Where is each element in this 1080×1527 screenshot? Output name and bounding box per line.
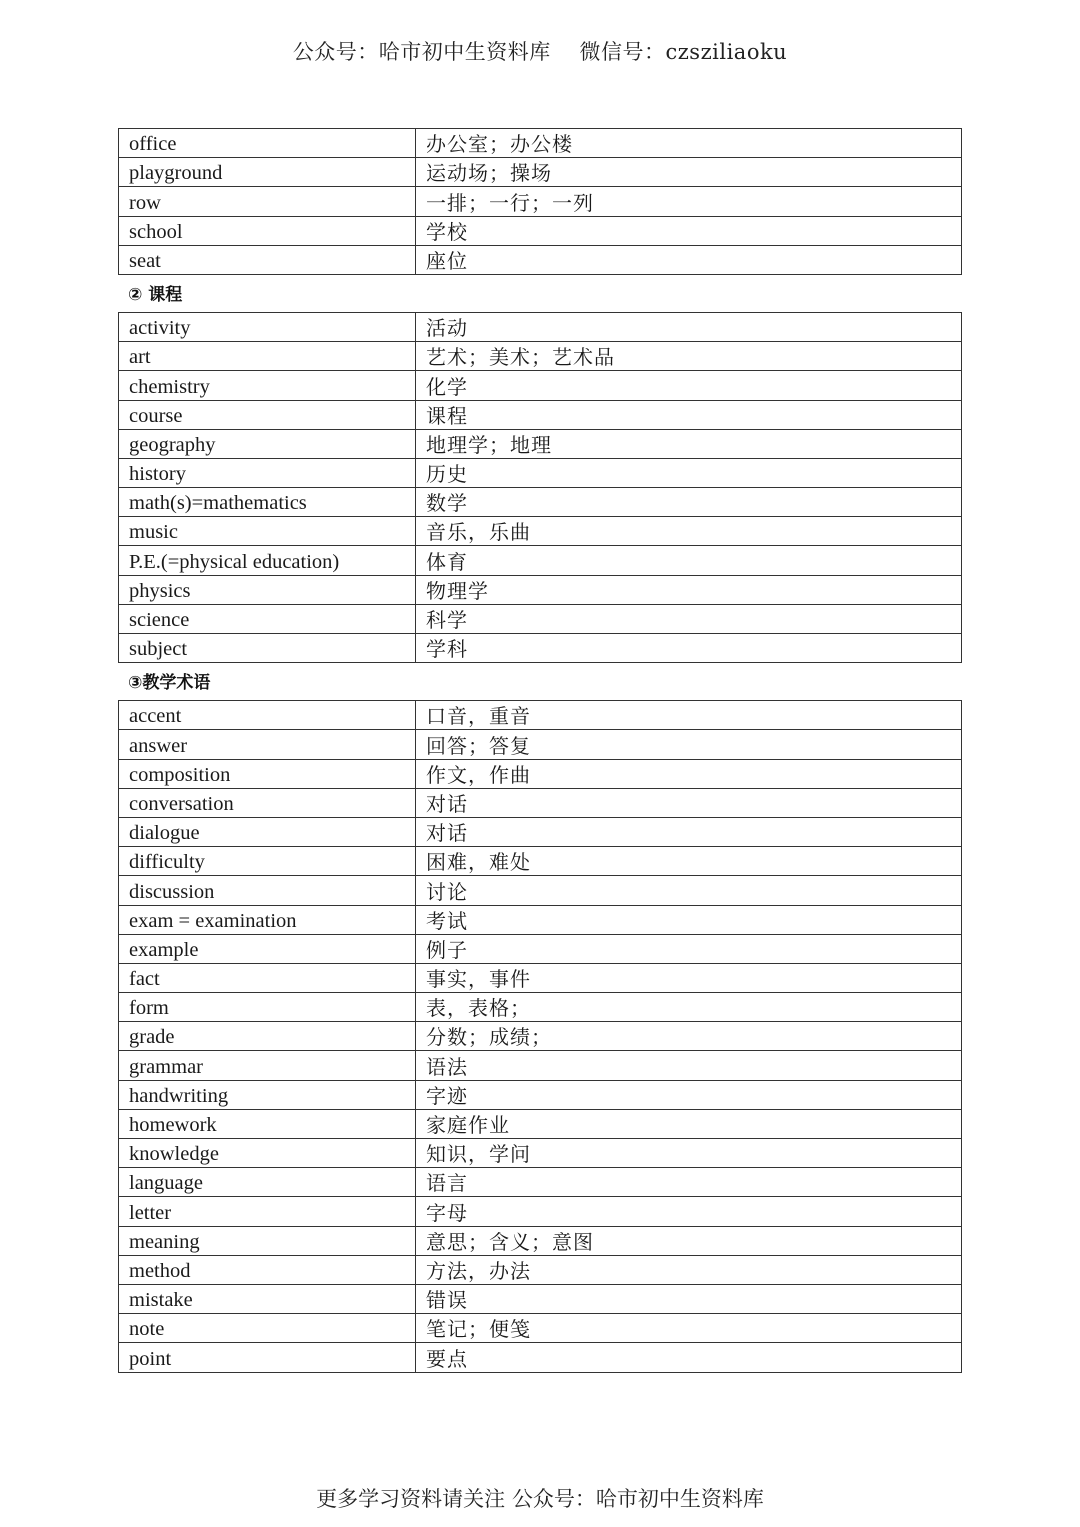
table-row	[119, 876, 962, 905]
vocabulary-table	[118, 312, 962, 663]
chinese-meaning: 错误	[416, 1284, 962, 1313]
table-row	[119, 1197, 962, 1226]
english-word: activity	[119, 312, 416, 341]
table-row	[119, 730, 962, 759]
english-word: history	[119, 458, 416, 487]
section-heading: ③教学术语	[128, 673, 211, 694]
chinese-meaning: 一排；一行；一列	[416, 187, 962, 216]
english-word: office	[119, 129, 416, 158]
english-word: art	[119, 342, 416, 371]
english-word: knowledge	[119, 1139, 416, 1168]
chinese-meaning: 活动	[416, 312, 962, 341]
table-row	[119, 993, 962, 1022]
table-row	[119, 216, 962, 245]
section-heading: ② 课程	[128, 284, 183, 305]
chinese-meaning: 化学	[416, 371, 962, 400]
english-word: exam = examination	[119, 905, 416, 934]
english-word: example	[119, 934, 416, 963]
table-row	[119, 701, 962, 730]
english-word: dialogue	[119, 817, 416, 846]
page-header: 公众号：哈市初中生资料库 微信号：czsziliaoku	[292, 40, 788, 64]
table-row	[119, 634, 962, 663]
table-row	[119, 429, 962, 458]
english-word: discussion	[119, 876, 416, 905]
english-word: grade	[119, 1022, 416, 1051]
chinese-meaning: 作文，作曲	[416, 759, 962, 788]
table-row	[119, 905, 962, 934]
chinese-meaning: 地理学；地理	[416, 429, 962, 458]
table-row	[119, 342, 962, 371]
table-row	[119, 458, 962, 487]
english-word: note	[119, 1314, 416, 1343]
english-word: row	[119, 187, 416, 216]
table-row	[119, 1343, 962, 1372]
english-word: science	[119, 604, 416, 633]
table-row	[119, 1051, 962, 1080]
table-row	[119, 158, 962, 187]
english-word: playground	[119, 158, 416, 187]
english-word: school	[119, 216, 416, 245]
english-word: chemistry	[119, 371, 416, 400]
chinese-meaning: 讨论	[416, 876, 962, 905]
english-word: homework	[119, 1109, 416, 1138]
chinese-meaning: 字母	[416, 1197, 962, 1226]
table-row	[119, 934, 962, 963]
chinese-meaning: 方法，办法	[416, 1255, 962, 1284]
chinese-meaning: 语法	[416, 1051, 962, 1080]
english-word: composition	[119, 759, 416, 788]
table-row	[119, 1109, 962, 1138]
english-word: method	[119, 1255, 416, 1284]
english-word: point	[119, 1343, 416, 1372]
table-row	[119, 604, 962, 633]
table-row	[119, 187, 962, 216]
table-row	[119, 963, 962, 992]
english-word: geography	[119, 429, 416, 458]
chinese-meaning: 学校	[416, 216, 962, 245]
table-row	[119, 1139, 962, 1168]
chinese-meaning: 音乐，乐曲	[416, 517, 962, 546]
table-row	[119, 847, 962, 876]
table-row	[119, 575, 962, 604]
chinese-meaning: 要点	[416, 1343, 962, 1372]
chinese-meaning: 座位	[416, 245, 962, 274]
chinese-meaning: 学科	[416, 634, 962, 663]
table-row	[119, 1255, 962, 1284]
english-word: math(s)=mathematics	[119, 488, 416, 517]
chinese-meaning: 物理学	[416, 575, 962, 604]
chinese-meaning: 对话	[416, 788, 962, 817]
english-word: language	[119, 1168, 416, 1197]
english-word: course	[119, 400, 416, 429]
chinese-meaning: 运动场；操场	[416, 158, 962, 187]
table-row	[119, 817, 962, 846]
chinese-meaning: 对话	[416, 817, 962, 846]
english-word: form	[119, 993, 416, 1022]
chinese-meaning: 事实，事件	[416, 963, 962, 992]
vocabulary-table	[118, 128, 962, 275]
chinese-meaning: 数学	[416, 488, 962, 517]
english-word: seat	[119, 245, 416, 274]
chinese-meaning: 例子	[416, 934, 962, 963]
english-word: handwriting	[119, 1080, 416, 1109]
chinese-meaning: 表，表格；	[416, 993, 962, 1022]
chinese-meaning: 困难，难处	[416, 847, 962, 876]
english-word: grammar	[119, 1051, 416, 1080]
chinese-meaning: 体育	[416, 546, 962, 575]
table-row	[119, 1080, 962, 1109]
table-row	[119, 1314, 962, 1343]
table-row	[119, 788, 962, 817]
table-row	[119, 1022, 962, 1051]
vocabulary-content	[118, 128, 962, 1373]
english-word: physics	[119, 575, 416, 604]
table-row	[119, 1168, 962, 1197]
chinese-meaning: 意思；含义；意图	[416, 1226, 962, 1255]
english-word: music	[119, 517, 416, 546]
english-word: subject	[119, 634, 416, 663]
english-word: difficulty	[119, 847, 416, 876]
chinese-meaning: 口音，重音	[416, 701, 962, 730]
vocabulary-table	[118, 700, 962, 1372]
table-row	[119, 245, 962, 274]
chinese-meaning: 笔记；便笺	[416, 1314, 962, 1343]
english-word: accent	[119, 701, 416, 730]
english-word: letter	[119, 1197, 416, 1226]
chinese-meaning: 科学	[416, 604, 962, 633]
chinese-meaning: 课程	[416, 400, 962, 429]
table-row	[119, 517, 962, 546]
table-row	[119, 488, 962, 517]
table-row	[119, 400, 962, 429]
table-row	[119, 312, 962, 341]
chinese-meaning: 字迹	[416, 1080, 962, 1109]
page-footer: 更多学习资料请关注 公众号：哈市初中生资料库	[316, 1487, 764, 1511]
chinese-meaning: 知识，学问	[416, 1139, 962, 1168]
chinese-meaning: 考试	[416, 905, 962, 934]
table-row	[119, 129, 962, 158]
english-word: P.E.(=physical education)	[119, 546, 416, 575]
chinese-meaning: 语言	[416, 1168, 962, 1197]
english-word: mistake	[119, 1284, 416, 1313]
english-word: conversation	[119, 788, 416, 817]
english-word: meaning	[119, 1226, 416, 1255]
table-row	[119, 546, 962, 575]
table-row	[119, 1226, 962, 1255]
table-row	[119, 1284, 962, 1313]
table-row	[119, 371, 962, 400]
chinese-meaning: 艺术；美术；艺术品	[416, 342, 962, 371]
english-word: answer	[119, 730, 416, 759]
english-word: fact	[119, 963, 416, 992]
chinese-meaning: 历史	[416, 458, 962, 487]
chinese-meaning: 办公室；办公楼	[416, 129, 962, 158]
chinese-meaning: 回答；答复	[416, 730, 962, 759]
chinese-meaning: 家庭作业	[416, 1109, 962, 1138]
table-row	[119, 759, 962, 788]
chinese-meaning: 分数；成绩；	[416, 1022, 962, 1051]
